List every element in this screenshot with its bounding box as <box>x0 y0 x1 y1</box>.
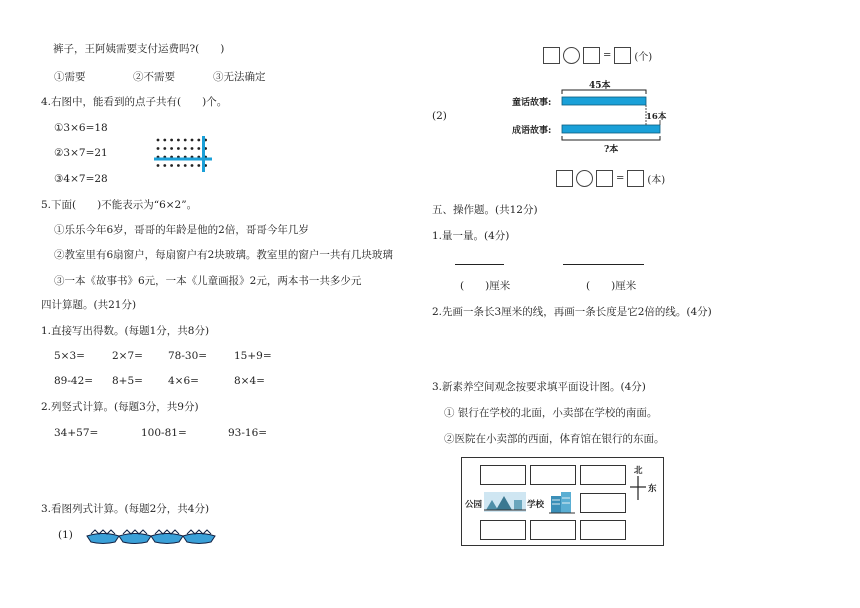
dot-grid-figure <box>154 136 216 172</box>
grid-dot <box>157 147 160 150</box>
grid-dot <box>191 147 194 150</box>
bar-diff-label: 16本 <box>646 112 667 122</box>
calc-1-item: 15+9= <box>234 350 272 362</box>
measure-answer-2: ( )厘米 <box>586 280 637 292</box>
equation-1-boxes <box>543 47 652 64</box>
grid-dot <box>177 164 180 167</box>
grid-dot <box>197 139 200 142</box>
section-4-title: 四计算题。(共21分) <box>41 299 137 311</box>
compass-icon <box>630 476 648 500</box>
calc-1-item: 78-30= <box>168 350 208 362</box>
grid-dot <box>177 139 180 142</box>
answer-box[interactable] <box>583 47 600 64</box>
q3-option-3: ③无法确定 <box>213 71 266 83</box>
grid-dot <box>163 139 166 142</box>
calc-1-title: 1.直接写出得数。(每题1分，共8分) <box>41 325 210 337</box>
section-5-title: 五、操作题。(共12分) <box>432 204 538 216</box>
operator-circle[interactable] <box>563 47 580 64</box>
measure-line-1 <box>455 264 504 265</box>
q4-stem: 4.右图中，能看到的点子共有( )个。 <box>41 96 228 108</box>
q3-option-1: ①需要 <box>54 71 86 83</box>
op-1-title: 1.量一量。(4分) <box>432 230 510 242</box>
boat-icon <box>181 527 217 547</box>
grid-dot <box>157 164 160 167</box>
north-label: 北 <box>634 466 643 476</box>
grid-dot <box>170 147 173 150</box>
bar-row-2-label: 成语故事: <box>512 126 552 136</box>
calc-1-item: 89-42= <box>54 375 94 387</box>
op-3-condition-1: ① 银行在学校的北面，小卖部在学校的南面。 <box>444 407 658 419</box>
grid-dot <box>184 147 187 150</box>
east-label: 东 <box>648 484 657 494</box>
grid-dot <box>191 164 194 167</box>
park-image <box>484 492 526 512</box>
cover-strip-vertical <box>202 136 205 172</box>
calc-2-item: 100-81= <box>141 427 187 439</box>
boat-icon <box>85 527 121 547</box>
q4-option-3: ③4×7=28 <box>54 173 108 185</box>
park-label: 公园 <box>465 500 483 510</box>
q4-option-2: ②3×7=21 <box>54 147 108 159</box>
school-label: 学校 <box>527 500 545 510</box>
calc-1-item: 8+5= <box>112 375 143 387</box>
unit-label: (本) <box>647 175 666 186</box>
op-3-condition-2: ②医院在小卖部的西面，体育馆在银行的东面。 <box>444 433 665 445</box>
map-cell[interactable] <box>530 520 576 540</box>
boat-icon <box>117 527 153 547</box>
calc-2-title: 2.列竖式计算。(每题3分，共9分) <box>41 401 199 413</box>
unit-label: (个) <box>634 52 653 63</box>
equals-sign: = <box>603 50 612 61</box>
answer-box[interactable] <box>543 47 560 64</box>
school-image <box>549 490 575 514</box>
calc-2-item: 93-16= <box>228 427 268 439</box>
q4-option-1: ①3×6=18 <box>54 122 108 134</box>
op-2-title: 2.先画一条长3厘米的线，再画一条长度是它2倍的线。(4分) <box>432 306 712 318</box>
grid-dot <box>170 139 173 142</box>
equals-sign: = <box>616 173 625 184</box>
map-cell[interactable] <box>580 493 626 513</box>
map-cell[interactable] <box>580 520 626 540</box>
q5-stem: 5.下面( )不能表示为“6×2”。 <box>41 199 198 211</box>
grid-dot <box>184 139 187 142</box>
grid-dot <box>177 147 180 150</box>
map-cell[interactable] <box>530 465 576 485</box>
q3-tail-text: 裤子，王阿姨需要支付运费吗?( ) <box>53 43 225 55</box>
grid-dot <box>184 164 187 167</box>
calc-1-item: 4×6= <box>168 375 199 387</box>
calc-1-item: 5×3= <box>54 350 85 362</box>
boat-icon <box>149 527 185 547</box>
grid-dot <box>157 139 160 142</box>
calc-2-item: 34+57= <box>54 427 99 439</box>
bar-row-1-label: 童话故事: <box>512 98 552 108</box>
grid-dot <box>163 147 166 150</box>
answer-box[interactable] <box>627 170 644 187</box>
calc-3-title: 3.看图列式计算。(每题2分，共4分) <box>41 503 210 515</box>
measure-line-2 <box>563 264 644 265</box>
grid-dot <box>197 164 200 167</box>
q3-option-2: ②不需要 <box>133 71 175 83</box>
map-cell[interactable] <box>580 465 626 485</box>
bar-diagram <box>486 76 676 154</box>
calc-1-item: 2×7= <box>112 350 143 362</box>
measure-answer-1: ( )厘米 <box>460 280 511 292</box>
grid-dot <box>170 164 173 167</box>
calc-3-part-1: (1) <box>58 529 73 541</box>
map-cell[interactable] <box>480 465 526 485</box>
answer-box[interactable] <box>596 170 613 187</box>
grid-dot <box>163 164 166 167</box>
map-cell[interactable] <box>480 520 526 540</box>
answer-box[interactable] <box>614 47 631 64</box>
grid-dot <box>197 147 200 150</box>
part-2-label: (2) <box>432 110 447 122</box>
answer-box[interactable] <box>556 170 573 187</box>
calc-1-item: 8×4= <box>234 375 265 387</box>
map-figure <box>461 457 664 546</box>
operator-circle[interactable] <box>576 170 593 187</box>
q5-option-2: ②教室里有6扇窗户，每扇窗户有2块玻璃。教室里的窗户一共有几块玻璃 <box>54 249 393 261</box>
q5-option-3: ③一本《故事书》6元，一本《儿童画报》2元，两本书一共多少元 <box>54 275 362 287</box>
equation-2-boxes <box>556 170 665 187</box>
op-3-title: 3.新素养空间观念按要求填平面设计图。(4分) <box>432 381 646 393</box>
q5-option-1: ①乐乐今年6岁，哥哥的年龄是他的2倍，哥哥今年几岁 <box>54 224 309 236</box>
bar-bottom-label: ?本 <box>604 145 619 155</box>
grid-dot <box>191 139 194 142</box>
bar-top-label: 45本 <box>589 81 611 91</box>
